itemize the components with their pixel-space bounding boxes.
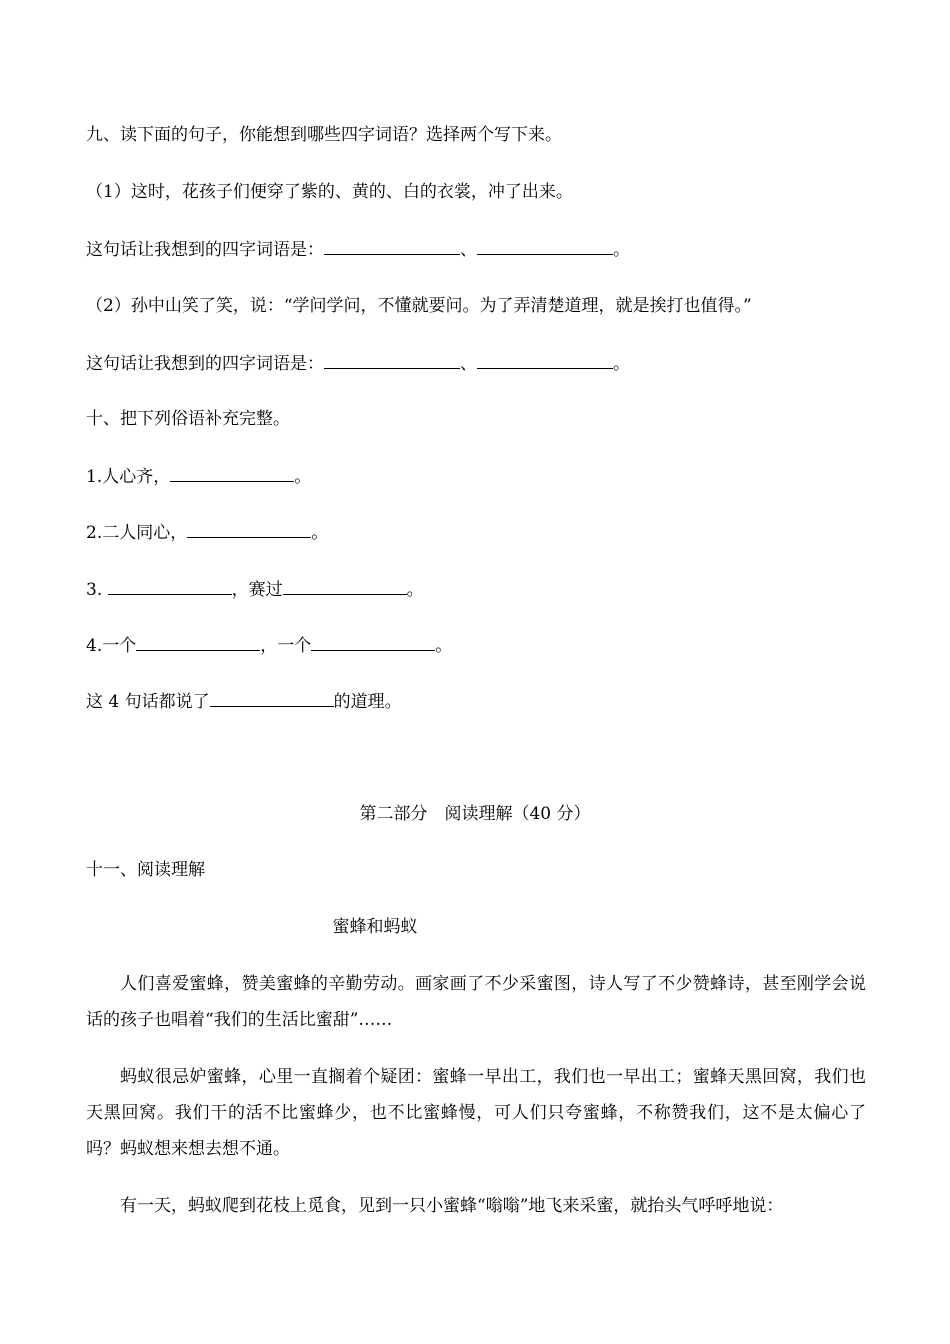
- proverb-text: 2.二人同心，: [86, 523, 188, 543]
- proverb-2: [86, 520, 328, 545]
- q9-answer-line-1: [86, 237, 630, 262]
- summary-text: 的道理。: [333, 692, 402, 712]
- answer-blank[interactable]: [283, 577, 407, 595]
- proverb-text: 1.人心齐，: [86, 467, 171, 487]
- q10-summary: [86, 689, 402, 714]
- period: 。: [406, 580, 424, 600]
- proverb-4: [86, 633, 452, 658]
- answer-blank[interactable]: [324, 237, 460, 255]
- part-two-title: 第二部分 阅读理解（40 分）: [359, 804, 591, 824]
- period: 。: [613, 240, 630, 260]
- story-paragraph-1: 人们喜爱蜜蜂，赞美蜜蜂的辛勤劳动。画家画了不少采蜜图，诗人写了不少赞蜂诗，甚至刚学会说话的孩子也唱着“我们的生活比蜜甜”……: [86, 974, 866, 1030]
- proverb-1: [86, 464, 311, 489]
- answer-blank[interactable]: [170, 464, 294, 482]
- answer-blank[interactable]: [477, 351, 613, 369]
- proverb-text: ，一个: [260, 636, 312, 656]
- proverb-text: ，赛过: [231, 580, 283, 600]
- period: 。: [435, 636, 453, 656]
- answer-blank[interactable]: [311, 633, 435, 651]
- period: 。: [294, 467, 312, 487]
- q9-sentence-2: （2）孙中山笑了笑，说：“学问学问，不懂就要问。为了弄清楚道理，就是挨打也值得。”: [86, 296, 752, 316]
- q9-heading: 九、读下面的句子，你能想到哪些四字词语？选择两个写下来。: [86, 125, 562, 145]
- proverb-number: 3.: [86, 580, 108, 600]
- period: 。: [613, 354, 630, 374]
- period: 。: [311, 523, 329, 543]
- q10-heading: 十、把下列俗语补充完整。: [86, 409, 290, 429]
- story-paragraph-2: 蚂蚁很忌妒蜜蜂，心里一直搁着个疑团：蜜蜂一早出工，我们也一早出工；蜜蜂天黑回窝，我们也天黑回窝。我们干的活不比蜜蜂少，也不比蜜蜂慢，可人们只夸蜜蜂，不称赞我们，这不是太偏心了吗？蚂蚁想来想去想不通。: [86, 1067, 866, 1159]
- separator: 、: [460, 240, 477, 260]
- story-title: 蜜蜂和蚂蚁: [332, 917, 418, 937]
- separator: 、: [460, 354, 477, 374]
- answer-prompt: 这句话让我想到的四字词语是：: [86, 354, 324, 374]
- answer-blank[interactable]: [210, 689, 334, 707]
- q9-sentence-1: （1）这时，花孩子们便穿了紫的、黄的、白的衣裳，冲了出来。: [86, 182, 573, 202]
- answer-prompt: 这句话让我想到的四字词语是：: [86, 240, 324, 260]
- answer-blank[interactable]: [187, 520, 311, 538]
- q9-answer-line-2: [86, 351, 630, 376]
- answer-blank[interactable]: [136, 633, 260, 651]
- proverb-text: 4.一个: [86, 636, 137, 656]
- summary-text: 这 4 句话都说了: [86, 692, 210, 712]
- q11-heading: 十一、阅读理解: [86, 860, 205, 880]
- answer-blank[interactable]: [108, 577, 232, 595]
- story-paragraph-3: 有一天，蚂蚁爬到花枝上觅食，见到一只小蜜蜂“嗡嗡”地飞来采蜜，就抬头气呼呼地说：: [120, 1196, 784, 1216]
- answer-blank[interactable]: [324, 351, 460, 369]
- proverb-3: [86, 577, 424, 602]
- answer-blank[interactable]: [477, 237, 613, 255]
